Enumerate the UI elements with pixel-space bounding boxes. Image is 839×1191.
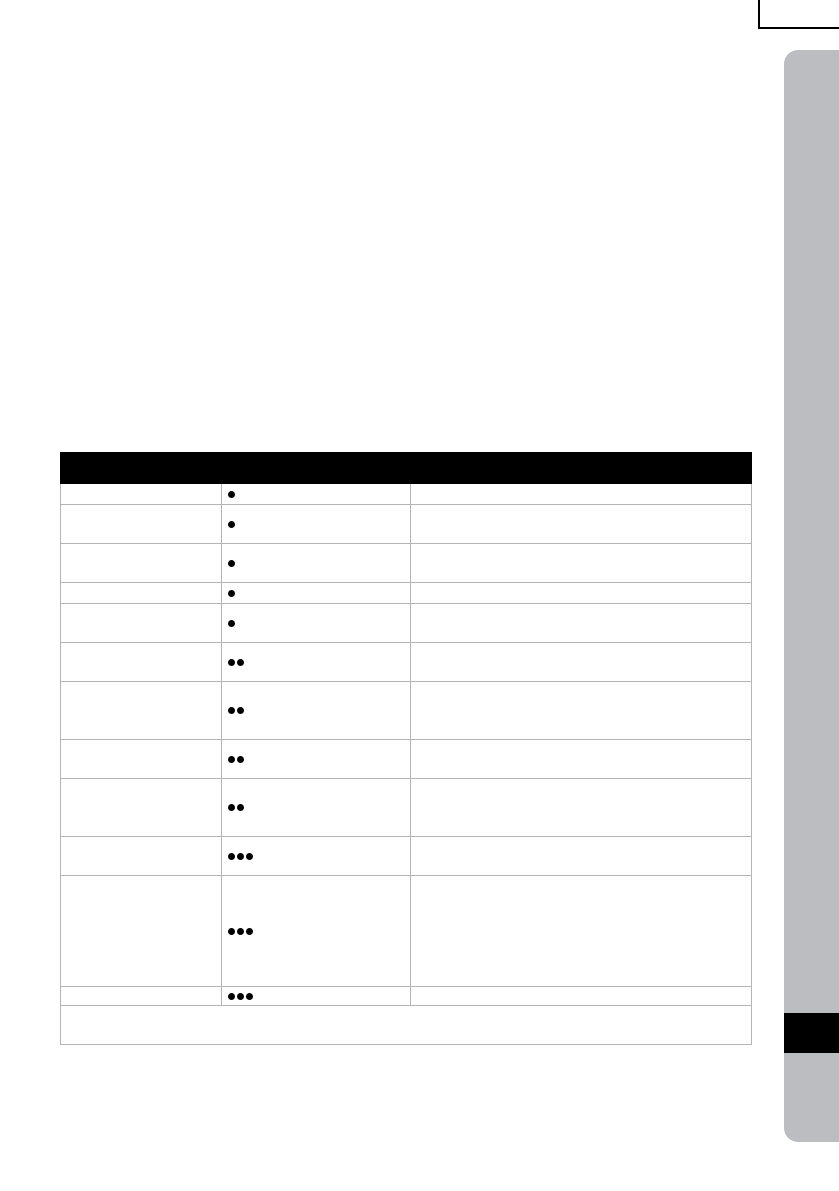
cell-description: [411, 740, 752, 779]
crop-mark-vertical: [758, 0, 760, 27]
rating-dots: [228, 590, 404, 597]
rating-dots: [228, 993, 404, 1000]
table-row: [61, 544, 752, 583]
cell-rating: [222, 544, 411, 583]
bullet-dot-icon: [228, 853, 235, 860]
bullet-dot-icon: [228, 521, 235, 528]
bullet-dot-icon: [228, 804, 235, 811]
bullet-dot-icon: [228, 928, 235, 935]
cell-rating: [222, 837, 411, 876]
cell-rating: [222, 643, 411, 682]
cell-rating: [222, 987, 411, 1006]
cell-description: [411, 643, 752, 682]
cell-rating: [222, 682, 411, 740]
table-row: [61, 876, 752, 987]
table-row: [61, 740, 752, 779]
bullet-dot-icon: [237, 853, 244, 860]
data-table: [60, 452, 752, 1045]
table-row: [61, 837, 752, 876]
table-row: [61, 505, 752, 544]
footer-cell: [61, 1006, 752, 1045]
cell-description: [411, 484, 752, 505]
cell-name: [61, 837, 222, 876]
table-footer-row: [61, 1006, 752, 1045]
bullet-dot-icon: [228, 620, 235, 627]
crop-mark-horizontal: [758, 27, 839, 29]
bullet-dot-icon: [237, 659, 244, 666]
bullet-dot-icon: [237, 804, 244, 811]
bullet-dot-icon: [237, 928, 244, 935]
rating-dots: [228, 560, 404, 567]
table-row: [61, 987, 752, 1006]
cell-rating: [222, 583, 411, 604]
bullet-dot-icon: [228, 590, 235, 597]
table-header-row: [61, 453, 752, 484]
table-row: [61, 779, 752, 837]
cell-description: [411, 682, 752, 740]
header-cell-1: [61, 453, 222, 484]
rating-dots: [228, 707, 404, 714]
header-cell-3: [411, 453, 752, 484]
cell-description: [411, 779, 752, 837]
cell-description: [411, 837, 752, 876]
cell-name: [61, 740, 222, 779]
cell-rating: [222, 604, 411, 643]
cell-description: [411, 876, 752, 987]
header-cell-2: [222, 453, 411, 484]
rating-dots: [228, 521, 404, 528]
bullet-dot-icon: [228, 993, 235, 1000]
cell-description: [411, 583, 752, 604]
bullet-dot-icon: [246, 853, 253, 860]
bullet-dot-icon: [246, 993, 253, 1000]
bullet-dot-icon: [228, 756, 235, 763]
bullet-dot-icon: [246, 928, 253, 935]
rating-dots: [228, 620, 404, 627]
table-row: [61, 604, 752, 643]
cell-name: [61, 682, 222, 740]
rating-dots: [228, 928, 404, 935]
cell-rating: [222, 876, 411, 987]
side-index-marker: [784, 1013, 839, 1053]
table-row: [61, 484, 752, 505]
bullet-dot-icon: [237, 756, 244, 763]
cell-name: [61, 643, 222, 682]
cell-description: [411, 604, 752, 643]
table-row: [61, 583, 752, 604]
side-index-tab: [784, 50, 839, 1142]
bullet-dot-icon: [228, 491, 235, 498]
cell-name: [61, 987, 222, 1006]
rating-dots: [228, 491, 404, 498]
cell-description: [411, 987, 752, 1006]
table-row: [61, 643, 752, 682]
bullet-dot-icon: [228, 707, 235, 714]
rating-dots: [228, 659, 404, 666]
cell-name: [61, 604, 222, 643]
rating-dots: [228, 804, 404, 811]
rating-dots: [228, 756, 404, 763]
bullet-dot-icon: [237, 993, 244, 1000]
cell-description: [411, 544, 752, 583]
cell-name: [61, 505, 222, 544]
cell-description: [411, 505, 752, 544]
bullet-dot-icon: [228, 560, 235, 567]
table-row: [61, 682, 752, 740]
cell-rating: [222, 484, 411, 505]
cell-name: [61, 583, 222, 604]
cell-name: [61, 779, 222, 837]
rating-dots: [228, 853, 404, 860]
bullet-dot-icon: [228, 659, 235, 666]
bullet-dot-icon: [237, 707, 244, 714]
cell-name: [61, 544, 222, 583]
cell-name: [61, 484, 222, 505]
cell-name: [61, 876, 222, 987]
cell-rating: [222, 505, 411, 544]
cell-rating: [222, 779, 411, 837]
cell-rating: [222, 740, 411, 779]
